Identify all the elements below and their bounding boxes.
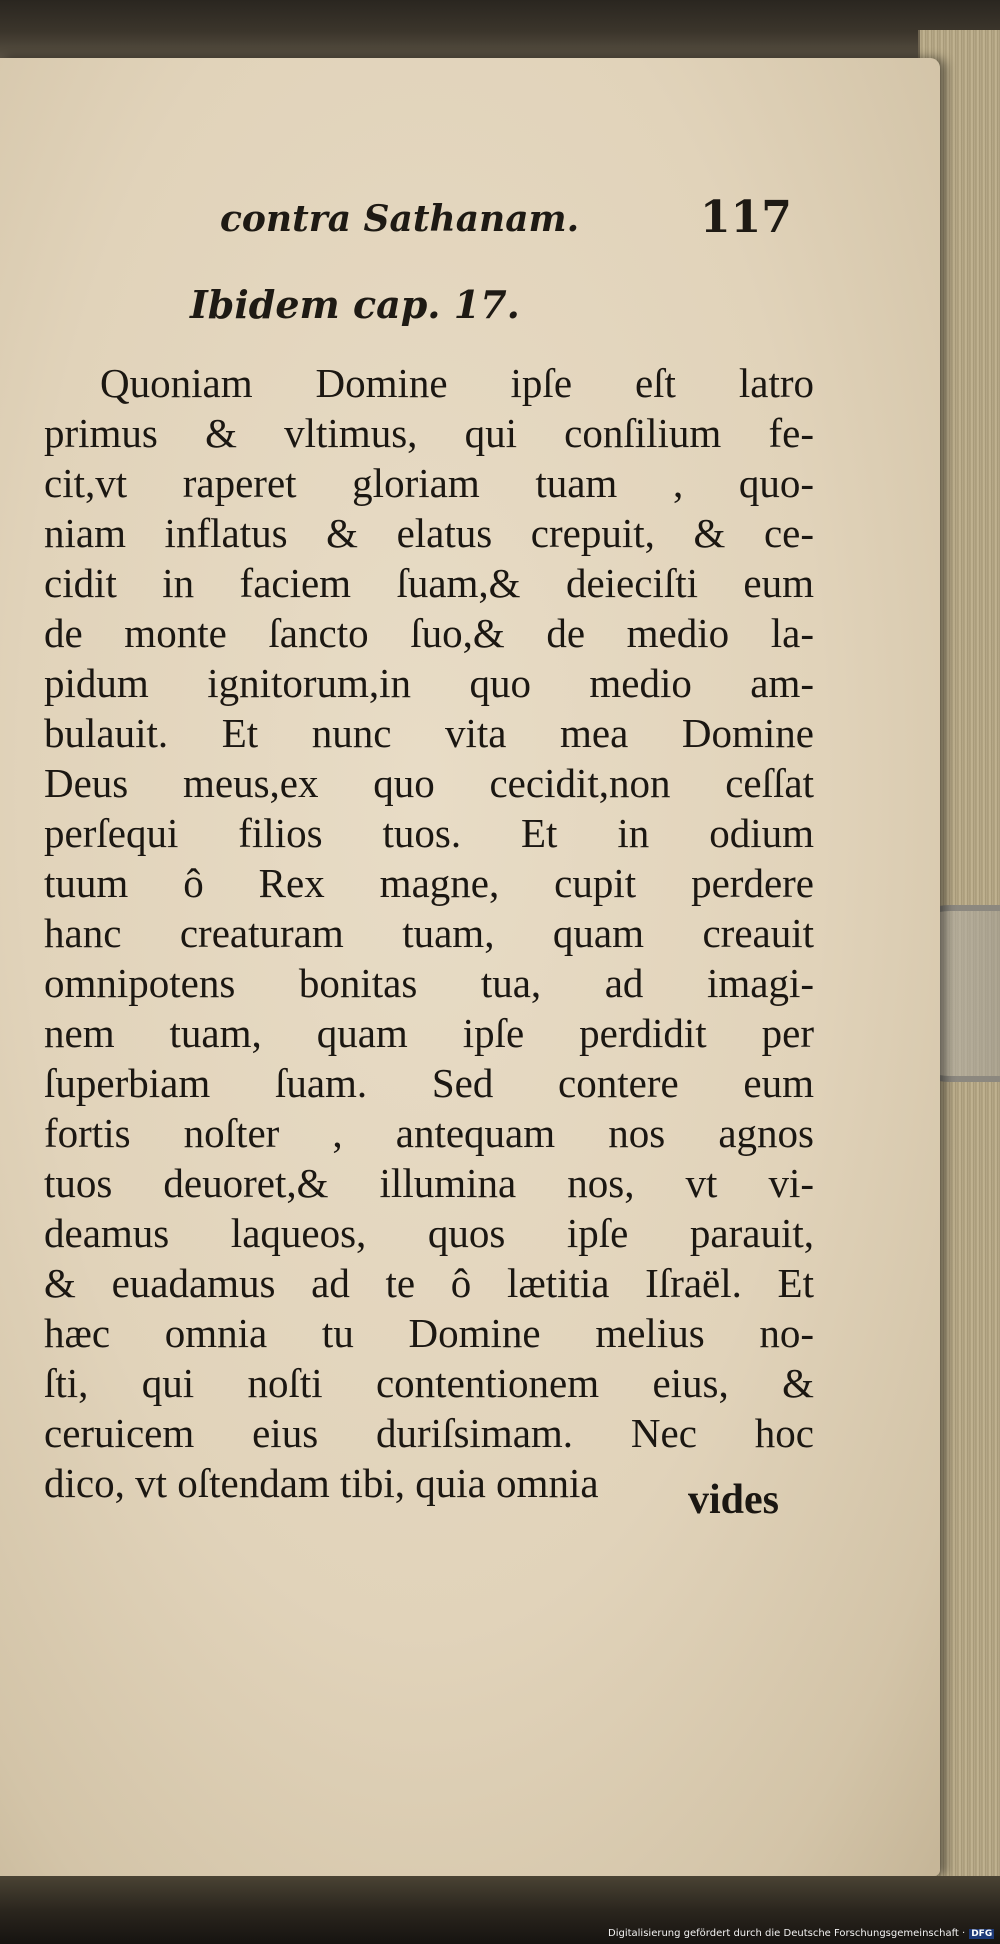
text-line: ſuperbiam ſuam. Sed contere eum xyxy=(44,1060,814,1106)
text-line: nem tuam, quam ipſe perdidit per xyxy=(44,1010,814,1056)
text-line: ceruicem eius duriſsimam. Nec hoc xyxy=(44,1410,814,1456)
text-line: cit,vt raperet gloriam tuam , quo- xyxy=(44,460,814,506)
text-line: fortis noſter , antequam nos agnos xyxy=(44,1110,814,1156)
text-line: & euadamus ad te ô lætitia Iſraël. Et xyxy=(44,1260,814,1306)
page-number: 117 xyxy=(700,192,792,243)
text-line: tuos deuoret,& illumina nos, vt vi- xyxy=(44,1160,814,1206)
text-line: omnipotens bonitas tua, ad imagi- xyxy=(44,960,814,1006)
text-line: cidit in faciem ſuam,& deieciſti eum xyxy=(44,560,814,606)
text-line: Deus meus,ex quo cecidit,non ceſſat xyxy=(44,760,814,806)
text-line: perſequi filios tuos. Et in odium xyxy=(44,810,814,856)
text-line: tuum ô Rex magne, cupit perdere xyxy=(44,860,814,906)
text-line: pidum ignitorum,in quo medio am- xyxy=(44,660,814,706)
text-line: hæc omnia tu Domine melius no- xyxy=(44,1310,814,1356)
running-title: contra Sathanam. xyxy=(220,198,580,240)
text-line: primus & vltimus, qui conſilium fe- xyxy=(44,410,814,456)
section-heading: Ibidem cap. 17. xyxy=(190,282,520,327)
text-line: hanc creaturam tuam, quam creauit xyxy=(44,910,814,956)
body-text xyxy=(44,358,814,1508)
text-line: Quoniam Domine ipſe eſt latro xyxy=(100,360,814,406)
page-header xyxy=(0,192,940,258)
text-line: deamus laqueos, quos ipſe parauit, xyxy=(44,1210,814,1256)
credit-text: Digitalisierung gefördert durch die Deutsche Forschungsgemeinschaft · xyxy=(608,1928,966,1939)
dfg-logo: DFG xyxy=(971,1929,993,1939)
text-line: dico, vt oſtendam tibi, quia omnia xyxy=(44,1460,599,1506)
text-line: ſti, qui noſti contentionem eius, & xyxy=(44,1360,814,1406)
text-line: niam inflatus & elatus crepuit, & ce- xyxy=(44,510,814,556)
catchword: vides xyxy=(688,1477,780,1523)
text-line: de monte ſancto ſuo,& de medio la- xyxy=(44,610,814,656)
text-line: bulauit. Et nunc vita mea Domine xyxy=(44,710,814,756)
digitization-credit xyxy=(608,1928,994,1939)
